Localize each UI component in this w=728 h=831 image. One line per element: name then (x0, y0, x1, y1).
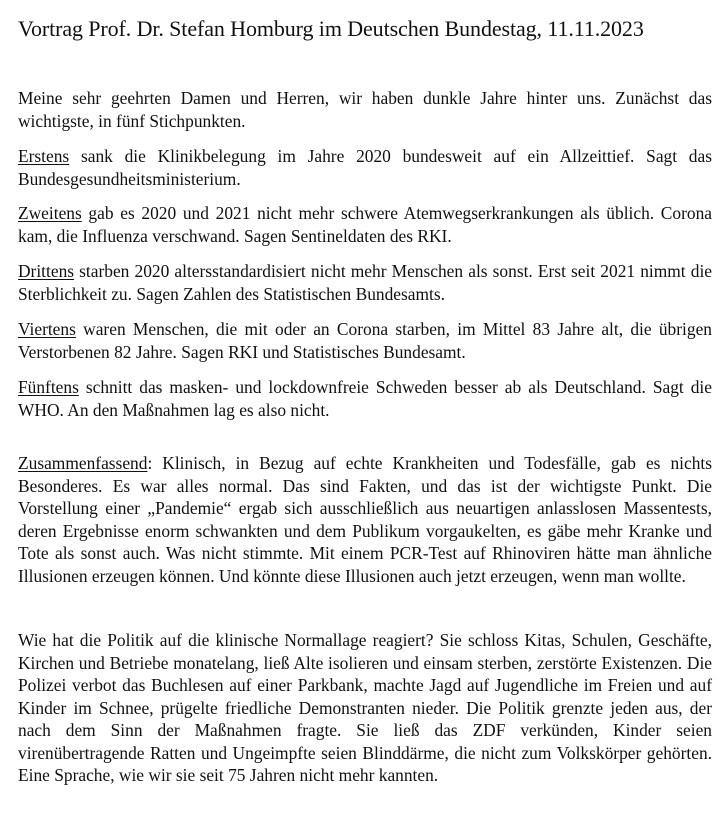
point-text-5: schnitt das masken- und lockdownfreie Schweden besser ab als Deutschland. Sagt die WHO. An den Maßnahmen lag es also nicht. (18, 377, 712, 420)
policy-paragraph: Wie hat die Politik auf die klinische Normallage reagiert? Sie schloss Kitas, Schulen, Geschäfte, Kirchen und Betriebe monatelang, ließ Alte isolieren und einsam sterben, zerstörte Existenzen. Die Polizei verbot das Buchlesen auf einer Parkbank, machte Jagd auf Jugendliche im Freien und auf Kinder im Schnee, prügelte friedliche Demonstranten nieder. Die Politik grenzte jeden aus, der nach dem Sinn der Maßnahmen fragte. Sie ließ das ZDF verkünden, Kinder seien virenübertragende Ratten und Ungeimpfte seien Blinddärme, die nicht zum Volkskörper gehörten. Eine Sprache, wie wir sie seit 75 Jahren nicht mehr kannten. (18, 630, 712, 785)
point-text-3: starben 2020 altersstandardisiert nicht mehr Menschen als sonst. Erst seit 2021 nimmt die Sterblichkeit zu. Sagen Zahlen des Statistischen Bundesamts. (18, 261, 712, 304)
point-paragraph-2 (18, 202, 712, 247)
summary-lead: Zusammenfassend (18, 453, 148, 473)
point-lead-3: Drittens (18, 261, 75, 281)
point-lead-2: Zweitens (18, 203, 82, 223)
summary-paragraph (18, 452, 712, 587)
intro-paragraph: Meine sehr geehrten Damen und Herren, wir haben dunkle Jahre hinter uns. Zunächst das wichtigste, in fünf Stichpunkten. (18, 88, 712, 131)
point-lead-4: Viertens (18, 319, 76, 339)
point-text-4: waren Menschen, die mit oder an Corona starben, im Mittel 83 Jahre alt, die übrigen Verstorbenen 82 Jahre. Sagen RKI und Statistisches Bundesamt. (18, 319, 712, 362)
point-paragraph-3 (18, 260, 712, 305)
point-text-2: gab es 2020 und 2021 nicht mehr schwere Atemwegserkrankungen als üblich. Corona kam, die Influenza verschwand. Sagen Sentineldaten des RKI. (18, 203, 712, 246)
point-text-1: sank die Klinikbelegung im Jahre 2020 bundesweit auf ein Allzeittief. Sagt das Bundesgesundheitsministerium. (18, 146, 712, 189)
point-lead-5: Fünftens (18, 377, 79, 397)
point-paragraph-4 (18, 318, 712, 363)
summary-text: : Klinisch, in Bezug auf echte Krankheiten und Todesfälle, gab es nichts Besonderes. Es war alles normal. Das sind Fakten, und das ist der wichtigste Punkt. Die Vorstellung einer „Pandemie“ ergab sich ausschließlich aus neuartigen anlasslosen Massentests, deren Ergebnisse enorm schwankten und dem Publikum vorgaukelten, es gäbe mehr Kranke und Tote als sonst auch. Was nicht stimmte. Mit einem PCR-Test auf Rhinoviren hätte man ähnliche Illusionen erzeugen können. Und könnte diese Illusionen auch jetzt erzeugen, wenn man wollte. (18, 453, 712, 586)
document-title: Vortrag Prof. Dr. Stefan Homburg im Deutschen Bundestag, 11.11.2023 (18, 16, 644, 41)
point-lead-1: Erstens (18, 146, 70, 166)
point-paragraph-1 (18, 145, 712, 190)
point-paragraph-5 (18, 376, 712, 421)
